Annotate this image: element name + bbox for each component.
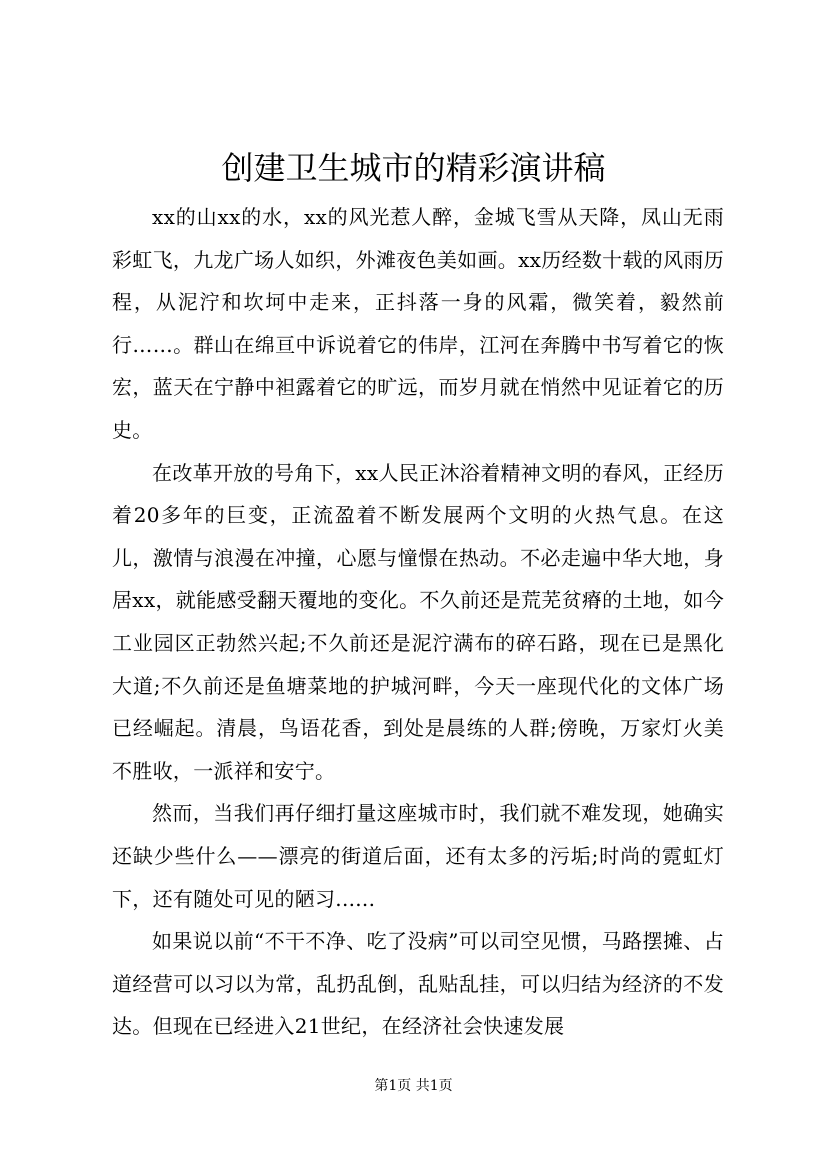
page-footer: 第1页 共1页 [374,1078,453,1094]
paragraph-4: 如果说以前“不干不净、吃了没病”可以司空见惯，马路摆摊、占道经营可以习以为常，乱扔乱倒，乱贴乱挂，可以归结为经济的不发达。但现在已经进入21世纪，在经济社会快速发展 [112,929,724,1039]
document-title: 创建卫生城市的精彩演讲稿 [221,149,606,187]
paragraph-1: xx的山xx的水，xx的风光惹人醉，金城飞雪从天降，凤山无雨彩虹飞，九龙广场人如织，外滩夜色美如画。xx历经数十载的风雨历程，从泥泞和坎坷中走来，正抖落一身的风霜，微笑着，毅然前行……。群山在绵亘中诉说着它的伟岸，江河在奔腾中书写着它的恢宏，蓝天在宁静中袒露着它的旷远，而岁月就在悄然中见证着它的历史。 [112,205,724,442]
document-body [112,196,724,1048]
paragraph-3: 然而，当我们再仔细打量这座城市时，我们就不难发现，她确实还缺少些什么——漂亮的街道后面，还有太多的污垢;时尚的霓虹灯下，还有随处可见的陋习...... [112,801,724,911]
paragraph-2: 在改革开放的号角下，xx人民正沐浴着精神文明的春风，正经历着20多年的巨变，正流盈着不断发展两个文明的火热气息。在这儿，激情与浪漫在冲撞，心愿与憧憬在热动。不必走遍中华大地，身居xx，就能感受翻天覆地的变化。不久前还是荒芜贫瘠的土地，如今工业园区正勃然兴起;不久前还是泥泞满布的碎石路，现在已是黑化大道;不久前还是鱼塘菜地的护城河畔，今天一座现代化的文体广场已经崛起。清晨，鸟语花香，到处是晨练的人群;傍晚，万家灯火美不胜收，一派祥和安宁。 [112,460,724,783]
